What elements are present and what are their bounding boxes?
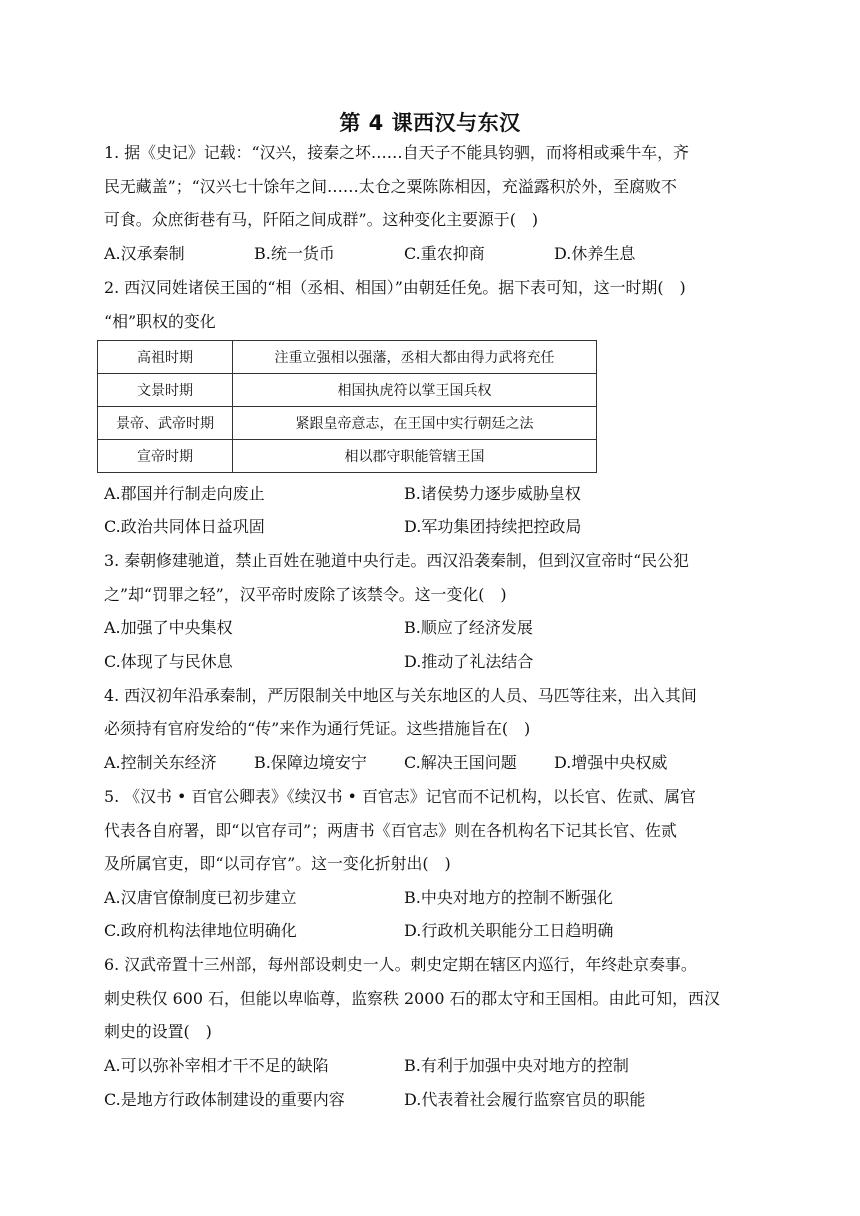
q5-line-1: 5. 《汉书 • 百官公卿表》《续汉书 • 百官志》记官而不记机构，以长官、佐贰、属官 [104, 787, 696, 806]
q2-option-a[interactable]: A.郡国并行制走向废止 [104, 484, 265, 503]
table-cell-period: 文景时期 [98, 374, 233, 407]
q5-option-c[interactable]: C.政府机构法律地位明确化 [104, 921, 297, 940]
q1-option-b[interactable]: B.统一货币 [254, 244, 335, 263]
table-cell-period: 高祖时期 [98, 341, 233, 374]
table-cell-period: 宣帝时期 [98, 440, 233, 473]
q2-line-2: “相”职权的变化 [104, 312, 216, 331]
q6-option-c[interactable]: C.是地方行政体制建设的重要内容 [104, 1090, 345, 1109]
q4-option-a[interactable]: A.控制关东经济 [104, 753, 217, 772]
q1-line-2: 民无藏盖”；“汉兴七十馀年之间……太仓之粟陈陈相因，充溢露积於外，至腐败不 [104, 177, 677, 196]
table-cell-description: 注重立强相以强藩，丞相大都由得力武将充任 [233, 341, 597, 374]
table-cell-description: 相以郡守职能管辖王国 [233, 440, 597, 473]
q6-option-b[interactable]: B.有利于加强中央对地方的控制 [404, 1056, 629, 1075]
q4-option-d[interactable]: D.增强中央权威 [554, 753, 668, 772]
table-row [98, 374, 597, 407]
q4-option-c[interactable]: C.解决王国问题 [404, 753, 517, 772]
q4-line-2: 必须持有官府发给的“传”来作为通行凭证。这些措施旨在( ) [104, 719, 531, 738]
q3-option-c[interactable]: C.体现了与民休息 [104, 652, 233, 671]
q3-option-a[interactable]: A.加强了中央集权 [104, 618, 233, 637]
q1-line-1: 1. 据《史记》记载：“汉兴，接秦之坏……自天子不能具钧驷，而将相或乘牛车，齐 [104, 143, 689, 162]
q2-table [97, 340, 597, 473]
q3-line-2: 之”却“罚罪之轻”，汉平帝时废除了该禁令。这一变化( ) [104, 585, 507, 604]
q6-line-1: 6. 汉武帝置十三州部，每州部设刺史一人。刺史定期在辖区内巡行，年终赴京奏事。 [104, 955, 697, 974]
q3-option-b[interactable]: B.顺应了经济发展 [404, 618, 533, 637]
q1-line-3: 可食。众庶街巷有马，阡陌之间成群”。这种变化主要源于( ) [104, 210, 539, 229]
q5-line-3: 及所属官吏，即“以司存官”。这一变化折射出( ) [104, 854, 451, 873]
page-title: 第 4 课西汉与东汉 [339, 111, 521, 135]
q5-line-2: 代表各自府署，即“以官存司”；两唐书《百官志》则在各机构名下记其长官、佐贰 [104, 821, 677, 840]
q5-option-d[interactable]: D.行政机关职能分工日趋明确 [404, 921, 614, 940]
table-cell-description: 相国执虎符以掌王国兵权 [233, 374, 597, 407]
q2-option-b[interactable]: B.诸侯势力逐步威胁皇权 [404, 484, 581, 503]
q1-option-a[interactable]: A.汉承秦制 [104, 244, 185, 263]
q4-option-b[interactable]: B.保障边境安宁 [254, 753, 367, 772]
q2-option-c[interactable]: C.政治共同体日益巩固 [104, 517, 265, 536]
table-cell-description: 紧跟皇帝意志，在王国中实行朝廷之法 [233, 407, 597, 440]
q1-option-d[interactable]: D.休养生息 [554, 244, 636, 263]
q5-option-b[interactable]: B.中央对地方的控制不断强化 [404, 888, 613, 907]
q6-option-d[interactable]: D.代表着社会履行监察官员的职能 [404, 1090, 646, 1109]
table-row [98, 341, 597, 374]
q5-option-a[interactable]: A.汉唐官僚制度已初步建立 [104, 888, 297, 907]
table-row [98, 440, 597, 473]
q1-option-c[interactable]: C.重农抑商 [404, 244, 485, 263]
q6-line-3: 刺史的设置( ) [104, 1022, 212, 1041]
q4-line-1: 4. 西汉初年沿承秦制，严厉限制关中地区与关东地区的人员、马匹等往来，出入其间 [104, 686, 697, 705]
q3-option-d[interactable]: D.推动了礼法结合 [404, 652, 534, 671]
table-cell-period: 景帝、武帝时期 [98, 407, 233, 440]
q6-option-a[interactable]: A.可以弥补宰相才干不足的缺陷 [104, 1056, 329, 1075]
q3-line-1: 3. 秦朝修建驰道，禁止百姓在驰道中央行走。西汉沿袭秦制，但到汉宣帝时“民公犯 [104, 551, 689, 570]
table-row [98, 407, 597, 440]
q2-option-d[interactable]: D.军功集团持续把控政局 [404, 517, 582, 536]
q6-line-2: 刺史秩仅 600 石，但能以卑临尊，监察秩 2000 石的郡太守和王国相。由此可知，西汉 [104, 989, 720, 1008]
q2-line-1: 2. 西汉同姓诸侯王国的“相（丞相、相国）”由朝廷任免。据下表可知，这一时期( ) [104, 278, 686, 297]
